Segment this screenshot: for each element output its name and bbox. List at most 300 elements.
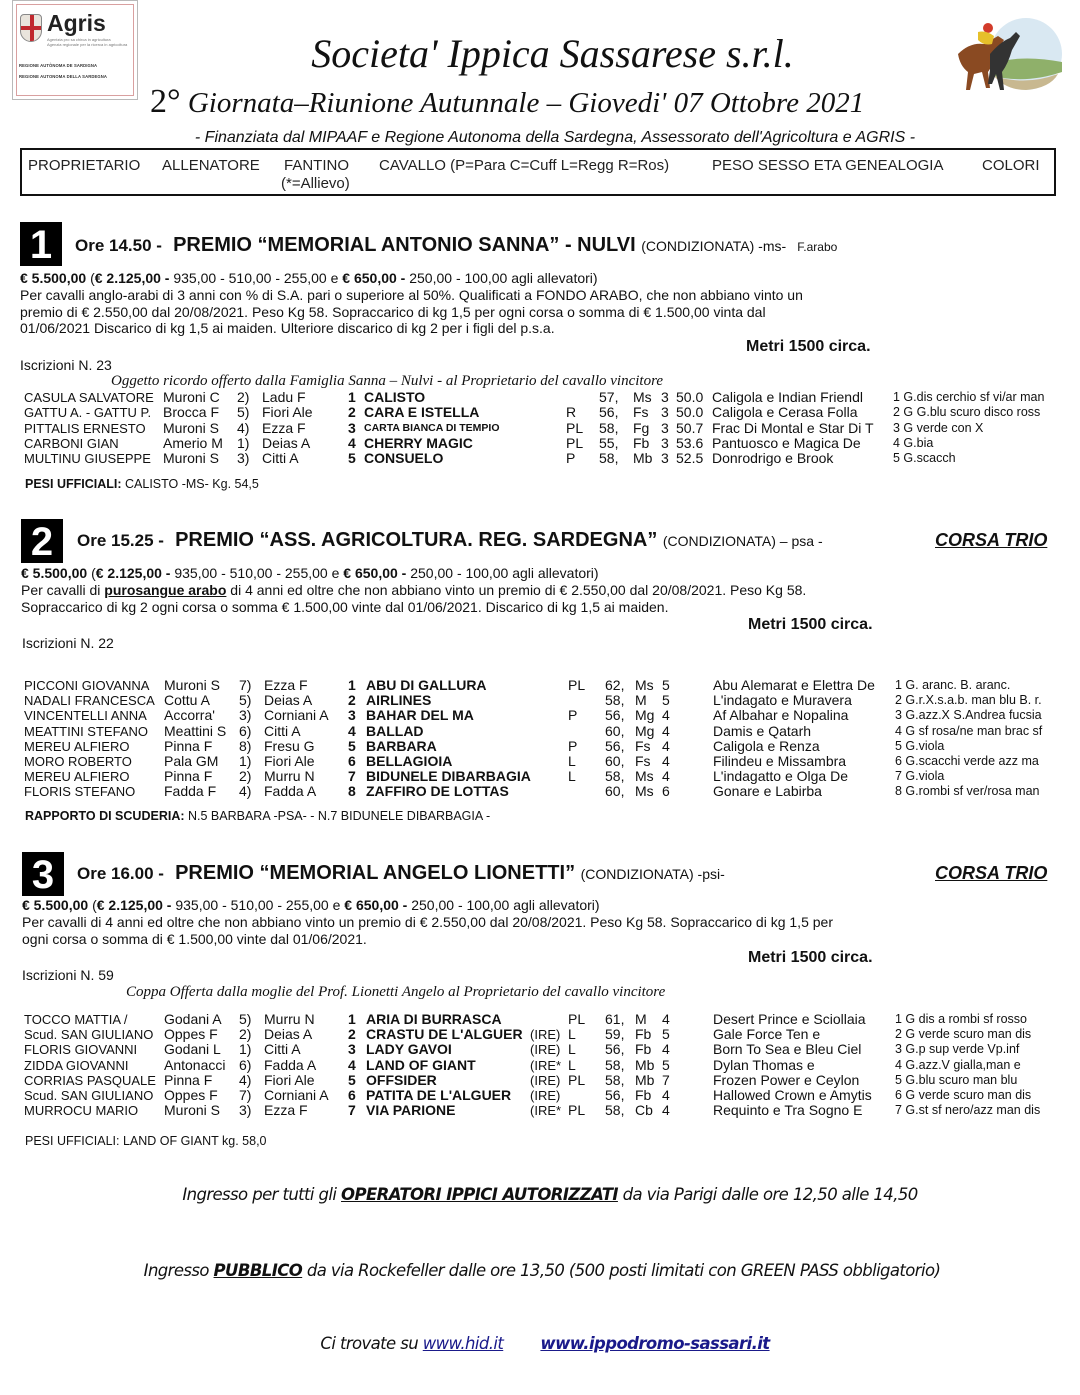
runner-jockey: Corniani A: [264, 1087, 329, 1103]
runner-num: 4: [348, 434, 356, 451]
runner-horse: LAND OF GIANT: [366, 1056, 476, 1073]
runner-trainer: Godani L: [164, 1041, 221, 1058]
runner-age: 5: [662, 692, 670, 709]
runner-jockey: Citti A: [264, 1041, 301, 1058]
runner-owner: Scud. SAN GIULIANO: [24, 1027, 154, 1043]
race-distance: Metri 1500 circa.: [748, 616, 873, 633]
runner-owner: MEATTINI STEFANO: [24, 723, 148, 739]
corsa-trio-badge: CORSA TRIO: [935, 863, 1048, 883]
entries-count: Iscrizioni N. 22: [22, 635, 114, 651]
race-description: Per cavalli anglo-arabi di 3 anni con % di S.A. pari o superiore al 50%. Qualificati a FONDO ARABO, che non abbiano vinto un premio di € 2.550,00 dal 20/08/2021. Peso Kg 58. Sopraccarico di kg 1,5 per ogni corsa o somma di € 1.500,00 vinta dal 01/06/2021 Discarico di kg 1,5 ai maiden. Ulteriore discarico di kg 2 per i figli del p.s.a.: [20, 287, 803, 336]
runner-trainer: Muroni S: [164, 1102, 221, 1119]
runner-age: 7: [662, 1071, 670, 1088]
race-name: PREMIO “MEMORIAL ANGELO LIONETTI”: [175, 862, 576, 884]
runner-draw: 2): [239, 768, 252, 785]
race-description: Per cavalli di 4 anni ed oltre che non abbiano vinto un premio di € 2.550,00 dal 20/08/2021. Peso Kg 58. Sopraccarico di kg 1,5 per ogni corsa o somma di € 1.500,00 vinte dal 01/06/2021.: [22, 914, 833, 947]
runner-age: 4: [662, 737, 670, 754]
agris-region-sardinian: REGIONE AUTÒNOMA DE SARDIGNA: [19, 63, 98, 68]
race-time: Ore 14.50 -: [75, 236, 162, 255]
runner-draw: 6): [239, 1056, 252, 1073]
runner-trainer: Muroni S: [164, 677, 221, 693]
runner-owner: VINCENTELLI ANNA: [24, 708, 147, 724]
runner-owner: MULTINU GIUSEPPE: [24, 451, 151, 467]
runner-jockey: Fiori Ale: [264, 753, 315, 769]
runner-num: 5: [348, 1071, 356, 1088]
race-number-badge: 1: [20, 222, 62, 266]
runner-row: [0, 1073, 1080, 1088]
purosangue-arabo-emphasis: purosangue arabo: [104, 582, 227, 598]
runner-pedigree: Damis e Qatarh: [713, 722, 812, 739]
runner-row: [0, 769, 1080, 784]
runner-horse: OFFSIDER: [366, 1071, 437, 1088]
runner-sex: Fg: [633, 419, 650, 436]
runner-colors: 1 G. aranc. B. aranc.: [895, 678, 1011, 692]
runner-num: 5: [348, 450, 356, 467]
runner-age: 3: [661, 389, 669, 405]
runner-pedigree: Gonare e Labirba: [713, 783, 822, 800]
runner-jockey: Fadda A: [264, 1056, 317, 1073]
runner-equip: R: [566, 404, 577, 421]
runner-jockey: Corniani A: [264, 707, 329, 724]
runner-owner: MORO ROBERTO: [24, 754, 132, 769]
race-2: [0, 517, 1080, 827]
legend-jockey: FANTINO: [284, 157, 350, 174]
runner-weight: 56,: [605, 737, 625, 754]
runner-colors: 2 G.r.X.s.a.b. man blu B. r.: [895, 693, 1042, 708]
race-condition: (CONDIZIONATA) – psa -: [662, 533, 823, 549]
runner-age: 4: [662, 1087, 670, 1103]
runner-origin: (IRE): [530, 1072, 561, 1088]
runner-num: 3: [348, 419, 356, 436]
runner-row: [0, 784, 1080, 799]
page-title: Societa' Ippica Sassarese s.r.l.: [311, 31, 794, 76]
runner-pedigree: L'indagatto e Olga De: [713, 768, 848, 785]
runner-num: 6: [348, 753, 356, 769]
runner-sex: M: [635, 692, 647, 709]
race-time: Ore 15.25 -: [77, 531, 164, 550]
runner-horse: ABU DI GALLURA: [366, 677, 487, 693]
race-prize: € 5.500,00 (€ 2.125,00 - 935,00 - 510,00 - 255,00 e € 650,00 - 250,00 - 100,00 agli allevatori): [20, 270, 598, 286]
corsa-trio-badge: CORSA TRIO: [935, 530, 1048, 550]
runner-trainer: Muroni S: [163, 450, 220, 467]
runner-colors: 3 G.azz.X S.Andrea fucsia: [895, 708, 1042, 723]
column-legend: [20, 148, 1056, 196]
runner-weight: 62,: [605, 677, 625, 693]
runner-colors: 7 G.viola: [895, 769, 945, 784]
runner-jockey: Citti A: [264, 722, 301, 739]
runner-owner: FLORIS GIOVANNI: [24, 1042, 138, 1058]
runner-equip: PL: [568, 1071, 586, 1088]
runner-owner: MEREU ALFIERO: [24, 738, 130, 754]
runner-weight: 59,: [605, 1026, 625, 1043]
runner-draw: 6): [239, 722, 252, 739]
runner-trainer: Pala GM: [164, 753, 219, 769]
runner-rating: 52.5: [676, 450, 704, 467]
runner-weight: 60,: [605, 783, 625, 800]
runner-row: [0, 451, 1080, 466]
runner-pedigree: L'indagato e Muravera: [713, 692, 852, 709]
runner-trainer: Oppes F: [164, 1087, 218, 1103]
runner-num: 1: [348, 389, 356, 405]
runner-sex: Mb: [635, 1056, 655, 1073]
runner-draw: 4): [239, 1071, 252, 1088]
runner-rating: 50.0: [676, 389, 704, 405]
runner-trainer: Oppes F: [164, 1026, 218, 1043]
runner-row: [0, 754, 1080, 769]
runner-jockey: Deias A: [264, 692, 313, 709]
runner-jockey: Deias A: [262, 434, 311, 451]
runner-row: [0, 405, 1080, 420]
public-entrance-note: Ingresso PUBBLICO da via Rockefeller dalle ore 13,50 (500 posti limitati con GREEN PASS obbligatorio): [143, 1261, 941, 1280]
hid-website-link[interactable]: www.hid.it: [422, 1334, 504, 1353]
runner-owner: GATTU A. - GATTU P.: [24, 405, 152, 421]
runner-row: [0, 390, 1080, 405]
runner-weight: 60,: [605, 722, 625, 739]
legend-owner: PROPRIETARIO: [28, 157, 141, 174]
runner-pedigree: Frac Di Montal e Star Di T: [712, 419, 874, 436]
runner-equip: L: [568, 1041, 576, 1058]
runner-equip: P: [568, 737, 578, 754]
runner-num: 2: [348, 692, 356, 709]
runner-trainer: Cottu A: [164, 692, 210, 709]
runner-age: 3: [661, 419, 669, 436]
runner-age: 3: [661, 450, 669, 467]
runner-row: [0, 1042, 1080, 1057]
runner-row: [0, 436, 1080, 451]
race-distance: Metri 1500 circa.: [746, 338, 871, 355]
runner-draw: 1): [237, 434, 250, 451]
trophy-offer: Oggetto ricordo offerto dalla Famiglia Sanna – Nulvi - al Proprietario del cavallo vincitore: [111, 373, 664, 389]
runner-pedigree: Requinto e Tra Sogno E: [713, 1102, 863, 1119]
runner-num: 5: [348, 737, 356, 754]
runner-draw: 3): [239, 707, 252, 724]
race-category: F.arabo: [797, 240, 838, 254]
runner-trainer: Meattini S: [164, 722, 227, 739]
runner-num: 1: [348, 1011, 356, 1027]
runner-row: [0, 421, 1080, 436]
runner-equip: PL: [568, 1102, 586, 1119]
runner-weight: 58,: [605, 1071, 625, 1088]
runner-horse: CRASTU DE L'ALGUER: [366, 1026, 523, 1043]
runner-draw: 5): [237, 404, 250, 421]
race-prize: € 5.500,00 (€ 2.125,00 - 935,00 - 510,00 - 255,00 e € 650,00 - 250,00 - 100,00 agli allevatori): [22, 897, 600, 913]
runner-horse: BIDUNELE DIBARBAGIA: [366, 768, 531, 785]
runner-colors: 5 G.viola: [895, 738, 945, 753]
runner-equip: L: [568, 1026, 576, 1043]
race-name: PREMIO “MEMORIAL ANTONIO SANNA” - NULVI: [173, 234, 636, 256]
runner-draw: 7): [239, 1087, 252, 1103]
runner-owner: CORRIAS PASQUALE: [24, 1072, 156, 1088]
runner-num: 1: [348, 677, 356, 693]
race-3: [0, 850, 1080, 1160]
trophy-offer: Coppa Offerta dalla moglie del Prof. Lionetti Angelo al Proprietario del cavallo vincitore: [126, 984, 666, 1000]
runner-colors: 8 G.rombi sf ver/rosa man: [895, 784, 1040, 799]
runner-draw: 2): [239, 1026, 252, 1043]
runner-colors: 3 G verde con X: [893, 420, 984, 435]
runner-owner: Scud. SAN GIULIANO: [24, 1088, 154, 1103]
runner-sex: Fb: [633, 434, 650, 451]
agris-region-italian: REGIONE AUTONOMA DELLA SARDEGNA: [19, 74, 107, 79]
runner-owner: CARBONI GIAN: [24, 435, 119, 451]
runner-horse: ZAFFIRO DE LOTTAS: [366, 783, 509, 800]
runner-trainer: Brocca F: [163, 404, 220, 421]
agris-logo-sub2: Agenzia regionale per la ricerca in agricoltura: [47, 42, 128, 47]
runner-age: 4: [662, 722, 670, 739]
runner-trainer: Godani A: [164, 1011, 222, 1027]
runner-sex: Fb: [635, 1026, 652, 1043]
runner-pedigree: Caligola e Indian Friendl: [712, 389, 863, 405]
runner-colors: 2 G verde scuro man dis: [895, 1027, 1032, 1042]
runner-sex: Ms: [635, 783, 654, 800]
runner-pedigree: Filindeu e Missambra: [713, 753, 847, 769]
runner-owner: FLORIS STEFANO: [24, 784, 136, 800]
runner-equip: PL: [566, 434, 584, 451]
runner-equip: L: [568, 768, 576, 785]
race-time: Ore 16.00 -: [77, 864, 164, 883]
runner-horse: CONSUELO: [364, 450, 444, 467]
runner-rating: 53.6: [676, 434, 704, 451]
runner-weight: 61,: [605, 1011, 625, 1027]
runner-jockey: Ladu F: [262, 389, 306, 405]
website-links: Ci trovate su www.hid.it www.ippodromo-sassari.it: [320, 1334, 770, 1353]
runner-num: 7: [348, 1102, 356, 1119]
runner-rating: 50.0: [676, 404, 704, 421]
runner-pedigree: Abu Alemarat e Elettra De: [713, 677, 875, 693]
runner-horse: ARIA DI BURRASCA: [366, 1011, 502, 1027]
runner-sex: Ms: [635, 677, 654, 693]
legend-horse: CAVALLO (P=Para C=Cuff L=Regg R=Ros): [379, 157, 670, 174]
runner-trainer: Antonacci: [164, 1056, 226, 1073]
runner-draw: 5): [239, 692, 252, 709]
runner-pedigree: Born To Sea e Bleu Ciel: [713, 1041, 862, 1058]
meeting-subtitle: [150, 83, 864, 121]
runner-horse: CHERRY MAGIC: [364, 434, 473, 451]
agris-logo-name: Agris: [47, 10, 106, 36]
runner-origin: (IRE): [530, 1027, 561, 1043]
official-weights-note: PESI UFFICIALI: CALISTO -MS- Kg. 54,5: [25, 477, 259, 491]
race-number-badge: 3: [22, 852, 64, 896]
runner-weight: 60,: [605, 753, 625, 769]
runner-pedigree: Gale Force Ten e: [713, 1026, 821, 1043]
runner-age: 4: [662, 768, 670, 785]
runner-row: [0, 693, 1080, 708]
runner-sex: Mg: [635, 707, 655, 724]
runner-colors: 5 G.blu scuro man blu: [895, 1072, 1018, 1087]
runner-sex: Fs: [633, 404, 649, 421]
runner-owner: ZIDDA GIOVANNI: [24, 1057, 129, 1073]
runner-age: 5: [662, 1026, 670, 1043]
runner-weight: 58,: [599, 419, 619, 436]
runner-sex: Ms: [633, 389, 652, 405]
runner-trainer: Pinna F: [164, 1071, 213, 1088]
runner-pedigree: Caligola e Cerasa Folla: [712, 404, 858, 421]
runner-colors: 1 G.dis cerchio sf vi/ar man: [893, 390, 1045, 404]
runner-trainer: Muroni C: [163, 389, 220, 405]
runner-trainer: Fadda F: [164, 783, 217, 800]
runner-owner: PITTALIS ERNESTO: [24, 420, 146, 436]
runner-age: 5: [662, 677, 670, 693]
race-title: [77, 862, 725, 885]
runner-owner: MURROCU MARIO: [24, 1103, 139, 1119]
runner-jockey: Fiori Ale: [262, 404, 313, 421]
runner-draw: 2): [237, 389, 250, 405]
runner-jockey: Deias A: [264, 1026, 313, 1043]
runner-colors: 2 G G.blu scuro disco ross: [893, 405, 1041, 420]
legend-jockey-note: (*=Allievo): [281, 175, 350, 192]
runner-colors: 4 G sf rosa/ne man brac sf: [895, 723, 1043, 738]
runner-equip: P: [568, 707, 578, 724]
runner-num: 3: [348, 707, 356, 724]
runner-horse: BELLAGIOIA: [366, 753, 453, 769]
race-condition: (CONDIZIONATA) -ms-: [641, 238, 787, 254]
runner-age: 4: [662, 1102, 670, 1119]
runner-equip: L: [568, 753, 576, 769]
runner-horse: CALISTO: [364, 389, 426, 405]
runner-jockey: Fresu G: [264, 737, 315, 754]
race-description: Per cavalli di purosangue arabo di 4 anni ed oltre che non abbiano vinto un premio di € 2.550,00 dal 20/08/2021. Peso Kg 58. Sopraccarico di kg 2 ogni corsa o somma € 1.500,00 vinte dal 01/06/2021. Discarico di kg 1,5 ai maiden.: [21, 582, 807, 615]
runner-row: [0, 1088, 1080, 1103]
runner-row: [0, 1103, 1080, 1118]
runner-draw: 4): [239, 783, 252, 800]
runner-horse: VIA PARIONE: [366, 1102, 456, 1119]
runner-jockey: Ezza F: [264, 1102, 308, 1119]
runner-age: 4: [662, 1011, 670, 1027]
runner-row: [0, 678, 1080, 693]
runner-sex: Cb: [635, 1102, 653, 1119]
runner-pedigree: Donrodrigo e Brook: [712, 450, 834, 467]
runner-age: 4: [662, 753, 670, 769]
runner-owner: MEREU ALFIERO: [24, 769, 130, 785]
runner-num: 2: [348, 1026, 356, 1043]
runner-sex: Fb: [635, 1087, 652, 1103]
runner-age: 3: [661, 434, 669, 451]
runner-owner: NADALI FRANCESCA: [24, 693, 155, 709]
runner-equip: PL: [568, 1011, 586, 1027]
runner-draw: 1): [239, 1041, 252, 1058]
runner-pedigree: Desert Prince e Sciollaia: [713, 1011, 866, 1027]
runner-num: 3: [348, 1041, 356, 1058]
runner-jockey: Murru N: [264, 768, 315, 785]
meeting-date: Giornata–Riunione Autunnale – Giovedi' 07 Ottobre 2021: [187, 87, 865, 119]
runner-pedigree: Pantuosco e Magica De: [712, 434, 861, 451]
runner-weight: 57,: [599, 389, 619, 405]
runner-jockey: Ezza F: [264, 677, 308, 693]
runner-horse: AIRLINES: [366, 692, 432, 709]
runner-weight: 58,: [599, 450, 619, 467]
stable-report-note: RAPPORTO DI SCUDERIA: N.5 BARBARA -PSA- - N.7 BIDUNELE DIBARBAGIA -: [25, 809, 491, 823]
runner-age: 4: [662, 707, 670, 724]
runner-colors: 1 G dis a rombi sf rosso: [895, 1012, 1027, 1026]
runner-equip: P: [566, 450, 576, 467]
runner-owner: PICCONI GIOVANNA: [24, 678, 150, 693]
runner-jockey: Fiori Ale: [264, 1071, 315, 1088]
runner-draw: 8): [239, 737, 252, 754]
runner-owner: TOCCO MATTIA /: [24, 1012, 128, 1027]
runner-sex: Fs: [635, 753, 651, 769]
runner-age: 3: [661, 404, 669, 421]
legend-weight-sex-age-pedigree: PESO SESSO ETA GENEALOGIA: [712, 157, 944, 174]
runner-sex: Ms: [635, 768, 654, 785]
runner-rating: 50.7: [676, 419, 704, 436]
runner-trainer: Pinna F: [164, 768, 213, 785]
runner-colors: 6 G.scacchi verde azz ma: [895, 754, 1039, 768]
runner-pedigree: Caligola e Renza: [713, 737, 820, 754]
runner-draw: 4): [237, 419, 250, 436]
runner-horse: BALLAD: [366, 722, 424, 739]
operators-entrance-note: Ingresso per tutti gli OPERATORI IPPICI AUTORIZZATI da via Parigi dalle ore 12,50 alle 14,50: [182, 1185, 918, 1204]
runner-weight: 56,: [605, 1041, 625, 1058]
runner-num: 7: [348, 768, 356, 785]
runner-num: 4: [348, 722, 356, 739]
runner-equip: PL: [568, 677, 586, 693]
runner-horse: BAHAR DEL MA: [366, 707, 474, 724]
runner-num: 2: [348, 404, 356, 421]
runner-jockey: Citti A: [262, 450, 299, 467]
runner-colors: 7 G.st sf nero/azz man dis: [895, 1103, 1041, 1118]
runner-draw: 3): [237, 450, 250, 467]
runner-origin: (IRE*: [530, 1057, 562, 1073]
runner-colors: 4 G.azz.V gialla,man e: [895, 1057, 1021, 1072]
entries-count: Iscrizioni N. 59: [22, 967, 114, 983]
runner-horse: CARA E ISTELLA: [364, 404, 480, 421]
runner-weight: 58,: [605, 768, 625, 785]
runner-pedigree: Dylan Thomas e: [713, 1056, 815, 1073]
runner-origin: (IRE*: [530, 1103, 562, 1119]
runner-draw: 3): [239, 1102, 252, 1119]
runner-weight: 58,: [605, 1102, 625, 1119]
runner-owner: CASULA SALVATORE: [24, 390, 154, 405]
runner-sex: Fs: [635, 737, 651, 754]
runner-sex: Mb: [635, 1071, 655, 1088]
runner-row: [0, 1027, 1080, 1042]
runner-pedigree: Hallowed Crown e Amytis: [713, 1087, 872, 1103]
runner-sex: M: [635, 1011, 647, 1027]
runner-pedigree: Af Albahar e Nopalina: [713, 707, 849, 724]
runner-colors: 4 G.bia: [893, 435, 934, 450]
runner-trainer: Amerio M: [163, 434, 223, 451]
runner-origin: (IRE): [530, 1088, 561, 1103]
race-title: [75, 234, 837, 257]
meeting-day-number: 2°: [150, 83, 181, 120]
runner-jockey: Murru N: [264, 1011, 315, 1027]
runner-origin: (IRE): [530, 1042, 561, 1058]
runner-row: [0, 1058, 1080, 1073]
runner-draw: 1): [239, 753, 252, 769]
runner-weight: 58,: [605, 1056, 625, 1073]
runner-horse: BARBARA: [366, 737, 437, 754]
runner-age: 5: [662, 1056, 670, 1073]
ippodromo-sassari-website-link[interactable]: www.ippodromo-sassari.it: [540, 1334, 770, 1353]
runner-sex: Fb: [635, 1041, 652, 1058]
runner-horse: CARTA BIANCA DI TEMPIO: [364, 421, 500, 434]
runner-sex: Mb: [633, 450, 653, 467]
runner-num: 6: [348, 1087, 356, 1103]
runner-weight: 56,: [605, 1087, 625, 1103]
runner-age: 4: [662, 1041, 670, 1058]
runner-colors: 5 G.scacch: [893, 451, 956, 466]
race-number-badge: 2: [21, 519, 63, 563]
legend-colors: COLORI: [982, 157, 1040, 174]
runner-horse: LADY GAVOI: [366, 1041, 452, 1058]
entries-count: Iscrizioni N. 23: [20, 357, 112, 373]
runner-num: 8: [348, 783, 356, 800]
legend-trainer: ALLENATORE: [162, 157, 260, 174]
runner-sex: Mg: [635, 722, 655, 739]
runner-row: [0, 739, 1080, 754]
runner-trainer: Pinna F: [164, 737, 213, 754]
runner-row: [0, 1012, 1080, 1027]
runner-jockey: Ezza F: [262, 419, 306, 436]
